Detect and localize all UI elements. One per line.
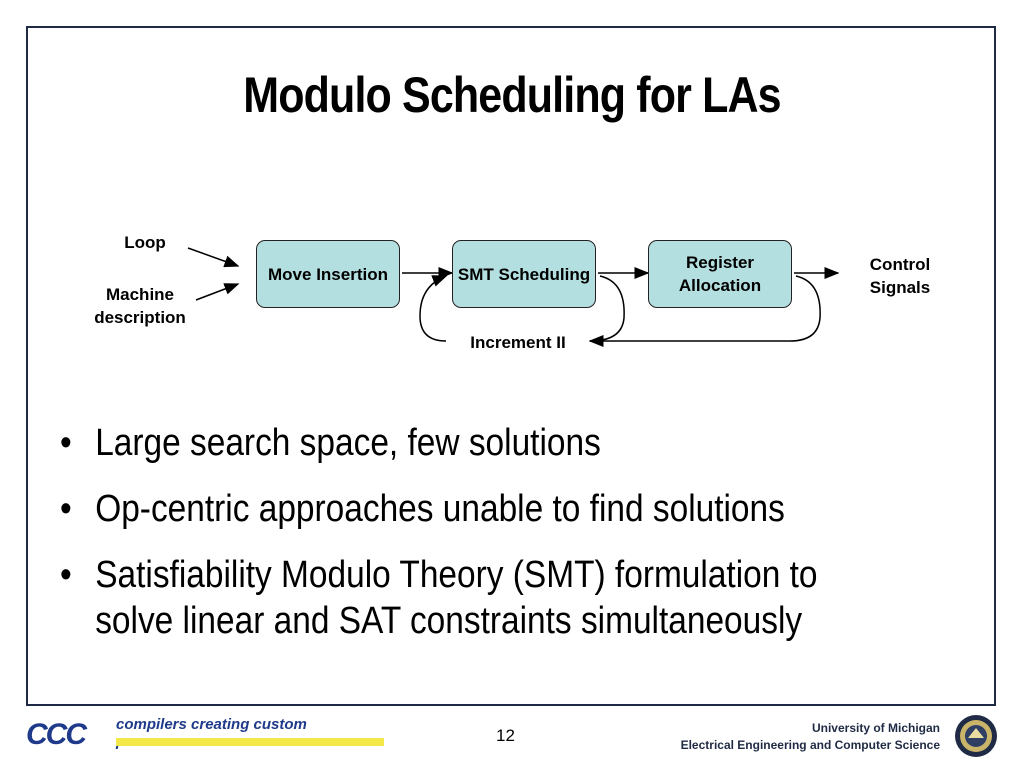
- university-seal-icon: [954, 714, 998, 758]
- feedback-to-smt: [420, 276, 446, 341]
- machine-arrow: [196, 284, 238, 300]
- bullet-item: • Op-centric approaches unable to find solutions: [60, 486, 975, 532]
- input-loop-label: Loop: [124, 233, 166, 252]
- university-name: University of Michigan: [811, 721, 940, 735]
- page-number: 12: [496, 726, 515, 745]
- slide-title: Modulo Scheduling for LAs: [243, 67, 781, 123]
- box-smt-scheduling: SMT Scheduling: [452, 240, 596, 308]
- bullet-item: • Large search space, few solutions: [60, 420, 975, 466]
- loop-arrow: [188, 248, 238, 266]
- input-machine-label: Machine description: [94, 285, 186, 327]
- box-register-allocation: Register Allocation: [648, 240, 792, 308]
- tagline: compilers creating custom: [116, 716, 307, 733]
- bullet-list: [60, 420, 960, 664]
- box-move-insertion: Move Insertion: [256, 240, 400, 308]
- output-label: Control Signals: [869, 255, 931, 297]
- university-block: [681, 720, 940, 754]
- ccc-logo-text: CCC: [26, 718, 85, 751]
- tagline-underline: [116, 738, 384, 746]
- bullet-item: • Satisfiability Modulo Theory (SMT) formulation to solve linear and SAT constraints simultaneously: [60, 552, 905, 644]
- department-name: Electrical Engineering and Computer Science: [680, 738, 940, 752]
- ccc-logo: [26, 714, 366, 754]
- feedback-label: Increment II: [470, 333, 566, 352]
